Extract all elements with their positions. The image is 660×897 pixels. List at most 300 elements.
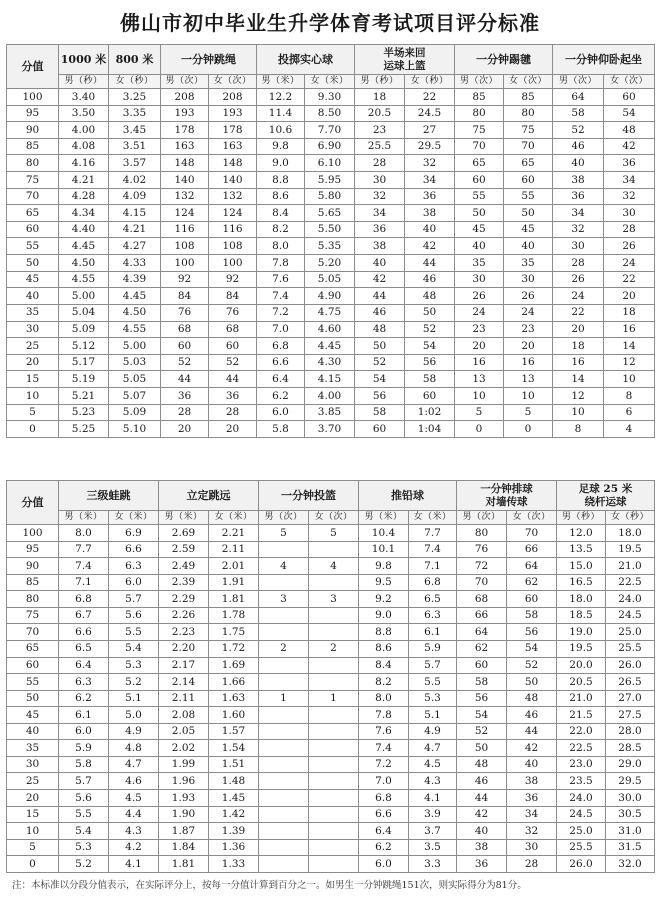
- value-cell: 6.9: [109, 525, 159, 542]
- value-cell: 1.36: [209, 839, 259, 856]
- value-cell: 23: [504, 321, 553, 338]
- value-cell: 92: [161, 271, 209, 288]
- value-cell: 56: [507, 624, 557, 641]
- value-cell: 1.51: [209, 756, 259, 773]
- value-cell: 16.5: [557, 574, 606, 591]
- sub-frog-female: 女（米）: [109, 511, 159, 525]
- value-cell: 208: [209, 89, 257, 106]
- value-cell: 60: [504, 172, 553, 189]
- value-cell: 18: [553, 338, 604, 355]
- value-cell: 8.50: [305, 105, 355, 122]
- value-cell: 24: [504, 304, 553, 321]
- value-cell: 40: [405, 221, 455, 238]
- value-cell: 5: [309, 525, 359, 542]
- value-cell: 4.15: [305, 371, 355, 388]
- value-cell: 29.5: [405, 138, 455, 155]
- value-cell: 4.5: [409, 756, 457, 773]
- value-cell: 60: [455, 172, 504, 189]
- value-cell: 1.54: [209, 740, 259, 757]
- value-cell: [259, 773, 309, 790]
- value-cell: [309, 839, 359, 856]
- table-row: [7, 740, 655, 757]
- header-volleyball-text: 一分钟排球 对墙传球: [480, 482, 533, 508]
- value-cell: [309, 574, 359, 591]
- value-cell: [259, 674, 309, 691]
- value-cell: 163: [161, 138, 209, 155]
- value-cell: 1.78: [209, 607, 259, 624]
- table-row: [7, 558, 655, 575]
- table-row: [7, 574, 655, 591]
- value-cell: 25.0: [557, 823, 606, 840]
- value-cell: 5.65: [305, 205, 355, 222]
- value-cell: 1.90: [159, 806, 209, 823]
- value-cell: 48: [604, 122, 655, 139]
- value-cell: 46: [457, 773, 507, 790]
- value-cell: 62: [507, 574, 557, 591]
- value-cell: 14: [553, 371, 604, 388]
- value-cell: 9.8: [359, 558, 409, 575]
- value-cell: 6.6: [109, 541, 159, 558]
- value-cell: 10: [553, 404, 604, 421]
- sub-basket-male: 男（秒）: [355, 75, 405, 89]
- value-cell: [309, 756, 359, 773]
- value-cell: [259, 839, 309, 856]
- value-cell: 8.0: [59, 525, 109, 542]
- value-cell: 58: [507, 607, 557, 624]
- value-cell: 163: [209, 138, 257, 155]
- value-cell: 19.0: [557, 624, 606, 641]
- value-cell: 8.6: [359, 640, 409, 657]
- value-cell: 5: [455, 404, 504, 421]
- score-cell: 20: [7, 790, 59, 807]
- sub-soccer-female: 女（秒）: [606, 511, 655, 525]
- value-cell: [259, 806, 309, 823]
- value-cell: 9.2: [359, 591, 409, 608]
- value-cell: 5.9: [409, 640, 457, 657]
- score-cell: 100: [7, 89, 59, 106]
- value-cell: 6.2: [359, 839, 409, 856]
- value-cell: 32: [553, 221, 604, 238]
- value-cell: 60: [604, 89, 655, 106]
- value-cell: 8.4: [257, 205, 305, 222]
- value-cell: 4.60: [305, 321, 355, 338]
- value-cell: 44: [209, 371, 257, 388]
- value-cell: 30: [455, 271, 504, 288]
- value-cell: 4.3: [409, 773, 457, 790]
- value-cell: 3.9: [409, 806, 457, 823]
- table-2-body: [7, 525, 655, 873]
- value-cell: 20: [455, 338, 504, 355]
- value-cell: 10: [455, 387, 504, 404]
- value-cell: 28: [355, 155, 405, 172]
- value-cell: 46: [553, 138, 604, 155]
- value-cell: 10: [604, 371, 655, 388]
- value-cell: 12: [604, 354, 655, 371]
- value-cell: 20: [161, 421, 209, 438]
- value-cell: 1.84: [159, 839, 209, 856]
- value-cell: 4.45: [109, 288, 161, 305]
- value-cell: 108: [161, 238, 209, 255]
- value-cell: 1.87: [159, 823, 209, 840]
- table-row: [7, 674, 655, 691]
- value-cell: 2.26: [159, 607, 209, 624]
- value-cell: 4.8: [109, 740, 159, 757]
- value-cell: 36: [161, 387, 209, 404]
- value-cell: 84: [161, 288, 209, 305]
- value-cell: 116: [161, 221, 209, 238]
- value-cell: 116: [209, 221, 257, 238]
- value-cell: 7.0: [359, 773, 409, 790]
- value-cell: 76: [209, 304, 257, 321]
- header-volleyball: [457, 481, 557, 511]
- value-cell: 4.90: [305, 288, 355, 305]
- value-cell: 20: [604, 288, 655, 305]
- value-cell: 34: [553, 205, 604, 222]
- value-cell: 60: [457, 657, 507, 674]
- score-cell: 75: [7, 607, 59, 624]
- value-cell: 18: [355, 89, 405, 106]
- value-cell: 35: [504, 255, 553, 272]
- score-table-1: [6, 44, 654, 438]
- value-cell: 6.8: [59, 591, 109, 608]
- value-cell: 5.04: [59, 304, 109, 321]
- value-cell: 124: [209, 205, 257, 222]
- value-cell: 31.5: [606, 839, 655, 856]
- value-cell: 1.99: [159, 756, 209, 773]
- header-shuttlecock: 一分钟踢毽: [455, 45, 553, 75]
- value-cell: 30: [504, 271, 553, 288]
- value-cell: 2.69: [159, 525, 209, 542]
- score-cell: 65: [7, 640, 59, 657]
- table-row: [7, 823, 655, 840]
- score-cell: 10: [7, 823, 59, 840]
- sub-shoot-male: 男（次）: [259, 511, 309, 525]
- value-cell: [309, 856, 359, 873]
- value-cell: 40: [553, 155, 604, 172]
- value-cell: 8: [604, 387, 655, 404]
- value-cell: 0: [504, 421, 553, 438]
- score-cell: 85: [7, 138, 59, 155]
- value-cell: 3: [309, 591, 359, 608]
- value-cell: 25.5: [606, 640, 655, 657]
- header-rope-skipping: 一分钟跳绳: [161, 45, 257, 75]
- value-cell: 5.03: [109, 354, 161, 371]
- value-cell: 8.8: [257, 172, 305, 189]
- value-cell: 44: [161, 371, 209, 388]
- value-cell: 7.6: [359, 723, 409, 740]
- value-cell: 10.6: [257, 122, 305, 139]
- value-cell: 4.55: [59, 271, 109, 288]
- value-cell: [309, 790, 359, 807]
- value-cell: 2.08: [159, 707, 209, 724]
- value-cell: 4.00: [305, 387, 355, 404]
- value-cell: 5.2: [109, 674, 159, 691]
- value-cell: 5.8: [59, 756, 109, 773]
- score-cell: 30: [7, 756, 59, 773]
- value-cell: 8.2: [257, 221, 305, 238]
- value-cell: 2.49: [159, 558, 209, 575]
- value-cell: 1.42: [209, 806, 259, 823]
- value-cell: 6.10: [305, 155, 355, 172]
- sub-run800: 女（秒）: [109, 75, 161, 89]
- table-row: [7, 707, 655, 724]
- value-cell: 5.17: [59, 354, 109, 371]
- sub-shoot-female: 女（次）: [309, 511, 359, 525]
- table-row: [7, 105, 655, 122]
- table-row: [7, 371, 655, 388]
- value-cell: 7.4: [257, 288, 305, 305]
- value-cell: 21.0: [557, 690, 606, 707]
- table-row: [7, 205, 655, 222]
- score-cell: 100: [7, 525, 59, 542]
- value-cell: 5.7: [409, 657, 457, 674]
- value-cell: 54: [405, 338, 455, 355]
- table-row: [7, 338, 655, 355]
- value-cell: 8.8: [359, 624, 409, 641]
- value-cell: 16: [504, 354, 553, 371]
- value-cell: 7.8: [359, 707, 409, 724]
- value-cell: 6.3: [109, 558, 159, 575]
- value-cell: 36: [553, 188, 604, 205]
- value-cell: 132: [161, 188, 209, 205]
- value-cell: 76: [457, 541, 507, 558]
- value-cell: 178: [161, 122, 209, 139]
- value-cell: 100: [209, 255, 257, 272]
- value-cell: 6.5: [59, 640, 109, 657]
- value-cell: 6.2: [59, 690, 109, 707]
- value-cell: [259, 740, 309, 757]
- header-medicine-ball: 投掷实心球: [257, 45, 355, 75]
- value-cell: 80: [457, 525, 507, 542]
- value-cell: 5.25: [59, 421, 109, 438]
- value-cell: 38: [507, 773, 557, 790]
- value-cell: 3: [259, 591, 309, 608]
- value-cell: 54: [355, 371, 405, 388]
- value-cell: 12: [553, 387, 604, 404]
- value-cell: 20.0: [557, 657, 606, 674]
- score-cell: 15: [7, 371, 59, 388]
- value-cell: 5.19: [59, 371, 109, 388]
- value-cell: 38: [405, 205, 455, 222]
- value-cell: 5.9: [59, 740, 109, 757]
- value-cell: 52: [507, 657, 557, 674]
- table-row: [7, 255, 655, 272]
- score-cell: 35: [7, 304, 59, 321]
- value-cell: 178: [209, 122, 257, 139]
- value-cell: 1: [259, 690, 309, 707]
- value-cell: 60: [355, 421, 405, 438]
- table-row: [7, 421, 655, 438]
- value-cell: [309, 657, 359, 674]
- value-cell: 7.6: [257, 271, 305, 288]
- header-run-1000: 1000 米: [59, 45, 109, 75]
- value-cell: 64: [507, 558, 557, 575]
- value-cell: 5.4: [59, 823, 109, 840]
- value-cell: 22.5: [557, 740, 606, 757]
- footnote: 注：本标准以分段分值表示，在实际评分上，按每一分值计算到百分之一。如男生一分钟跳绳151次，则实际得分为81分。: [12, 880, 527, 891]
- value-cell: 54: [604, 105, 655, 122]
- value-cell: 4.7: [109, 756, 159, 773]
- header-basketball-layup: [355, 45, 455, 75]
- value-cell: 2.39: [159, 574, 209, 591]
- value-cell: 193: [161, 105, 209, 122]
- table-row: [7, 525, 655, 542]
- value-cell: 9.30: [305, 89, 355, 106]
- score-cell: 0: [7, 856, 59, 873]
- value-cell: 38: [355, 238, 405, 255]
- value-cell: 3.57: [109, 155, 161, 172]
- value-cell: 54: [457, 707, 507, 724]
- value-cell: 28: [507, 856, 557, 873]
- value-cell: 5.5: [409, 674, 457, 691]
- value-cell: 29.5: [606, 773, 655, 790]
- value-cell: 25.0: [606, 624, 655, 641]
- value-cell: 40: [507, 756, 557, 773]
- score-cell: 75: [7, 172, 59, 189]
- value-cell: 5.20: [305, 255, 355, 272]
- value-cell: 6.1: [409, 624, 457, 641]
- value-cell: 5.6: [59, 790, 109, 807]
- sub-volley-female: 女（次）: [507, 511, 557, 525]
- value-cell: 10: [504, 387, 553, 404]
- score-cell: 35: [7, 740, 59, 757]
- score-cell: 85: [7, 574, 59, 591]
- value-cell: 20: [504, 338, 553, 355]
- value-cell: 36: [405, 188, 455, 205]
- value-cell: 8.4: [359, 657, 409, 674]
- value-cell: 100: [161, 255, 209, 272]
- sub-ball-female: 女（米）: [305, 75, 355, 89]
- value-cell: 24.5: [557, 806, 606, 823]
- value-cell: 4.09: [109, 188, 161, 205]
- value-cell: 92: [209, 271, 257, 288]
- value-cell: 1.63: [209, 690, 259, 707]
- value-cell: 70: [507, 525, 557, 542]
- value-cell: 36: [457, 856, 507, 873]
- score-cell: 15: [7, 806, 59, 823]
- value-cell: 4.16: [59, 155, 109, 172]
- value-cell: 4.6: [109, 773, 159, 790]
- sub-frog-male: 男（米）: [59, 511, 109, 525]
- header-standing-jump: 立定跳远: [159, 481, 259, 511]
- sub-shot-male: 男（米）: [359, 511, 409, 525]
- value-cell: [309, 674, 359, 691]
- value-cell: 35: [455, 255, 504, 272]
- value-cell: 30.5: [606, 806, 655, 823]
- value-cell: 26.5: [606, 674, 655, 691]
- value-cell: 2.02: [159, 740, 209, 757]
- value-cell: 23: [355, 122, 405, 139]
- value-cell: 9.5: [359, 574, 409, 591]
- value-cell: 55: [504, 188, 553, 205]
- value-cell: 6.1: [59, 707, 109, 724]
- table-row: [7, 806, 655, 823]
- value-cell: 7.2: [359, 756, 409, 773]
- score-header-2: 分值: [7, 481, 59, 525]
- value-cell: 52: [355, 354, 405, 371]
- value-cell: 5.35: [305, 238, 355, 255]
- score-cell: 10: [7, 387, 59, 404]
- value-cell: 26: [455, 288, 504, 305]
- value-cell: 1.69: [209, 657, 259, 674]
- value-cell: 50: [455, 205, 504, 222]
- value-cell: 9.0: [257, 155, 305, 172]
- value-cell: 24.0: [557, 790, 606, 807]
- value-cell: 24.5: [606, 607, 655, 624]
- value-cell: 8.0: [359, 690, 409, 707]
- table-row: [7, 221, 655, 238]
- value-cell: 193: [209, 105, 257, 122]
- header-soccer-text: 足球 25 米 绕杆运球: [578, 482, 633, 508]
- score-cell: 95: [7, 105, 59, 122]
- value-cell: 5.5: [59, 806, 109, 823]
- value-cell: 6.0: [257, 404, 305, 421]
- sub-jump-female: 女（米）: [209, 511, 259, 525]
- value-cell: 5.1: [109, 690, 159, 707]
- value-cell: 5: [504, 404, 553, 421]
- value-cell: 38: [457, 839, 507, 856]
- value-cell: 52: [209, 354, 257, 371]
- value-cell: 65: [455, 155, 504, 172]
- value-cell: 7.2: [257, 304, 305, 321]
- header-frog-jump: 三级蛙跳: [59, 481, 159, 511]
- score-cell: 80: [7, 591, 59, 608]
- value-cell: 24.0: [606, 591, 655, 608]
- value-cell: [309, 624, 359, 641]
- value-cell: 4: [309, 558, 359, 575]
- value-cell: 2.20: [159, 640, 209, 657]
- value-cell: 48: [355, 321, 405, 338]
- sub-soccer-male: 男（秒）: [557, 511, 606, 525]
- value-cell: 34: [405, 172, 455, 189]
- value-cell: 44: [457, 790, 507, 807]
- value-cell: 26: [504, 288, 553, 305]
- value-cell: 26: [553, 271, 604, 288]
- value-cell: 7.4: [409, 541, 457, 558]
- value-cell: 36: [604, 155, 655, 172]
- value-cell: 208: [161, 89, 209, 106]
- value-cell: 24: [455, 304, 504, 321]
- value-cell: 42: [507, 740, 557, 757]
- sub-situp-male: 男（次）: [553, 75, 604, 89]
- value-cell: 30: [553, 238, 604, 255]
- value-cell: 52: [161, 354, 209, 371]
- value-cell: 8.0: [257, 238, 305, 255]
- value-cell: 6.3: [409, 607, 457, 624]
- value-cell: 4.55: [109, 321, 161, 338]
- value-cell: 36: [507, 790, 557, 807]
- value-cell: 28: [553, 255, 604, 272]
- value-cell: 5.7: [59, 773, 109, 790]
- value-cell: 1:04: [405, 421, 455, 438]
- value-cell: 48: [507, 690, 557, 707]
- value-cell: [309, 823, 359, 840]
- value-cell: 4.27: [109, 238, 161, 255]
- table-row: [7, 657, 655, 674]
- value-cell: 1.93: [159, 790, 209, 807]
- score-cell: 50: [7, 255, 59, 272]
- value-cell: 20.5: [557, 674, 606, 691]
- value-cell: 27.5: [606, 707, 655, 724]
- value-cell: 38: [553, 172, 604, 189]
- value-cell: 50: [507, 674, 557, 691]
- value-cell: 6.2: [257, 387, 305, 404]
- value-cell: 3.3: [409, 856, 457, 873]
- value-cell: 12.2: [257, 89, 305, 106]
- value-cell: 5: [259, 525, 309, 542]
- table-row: [7, 723, 655, 740]
- value-cell: 40: [457, 823, 507, 840]
